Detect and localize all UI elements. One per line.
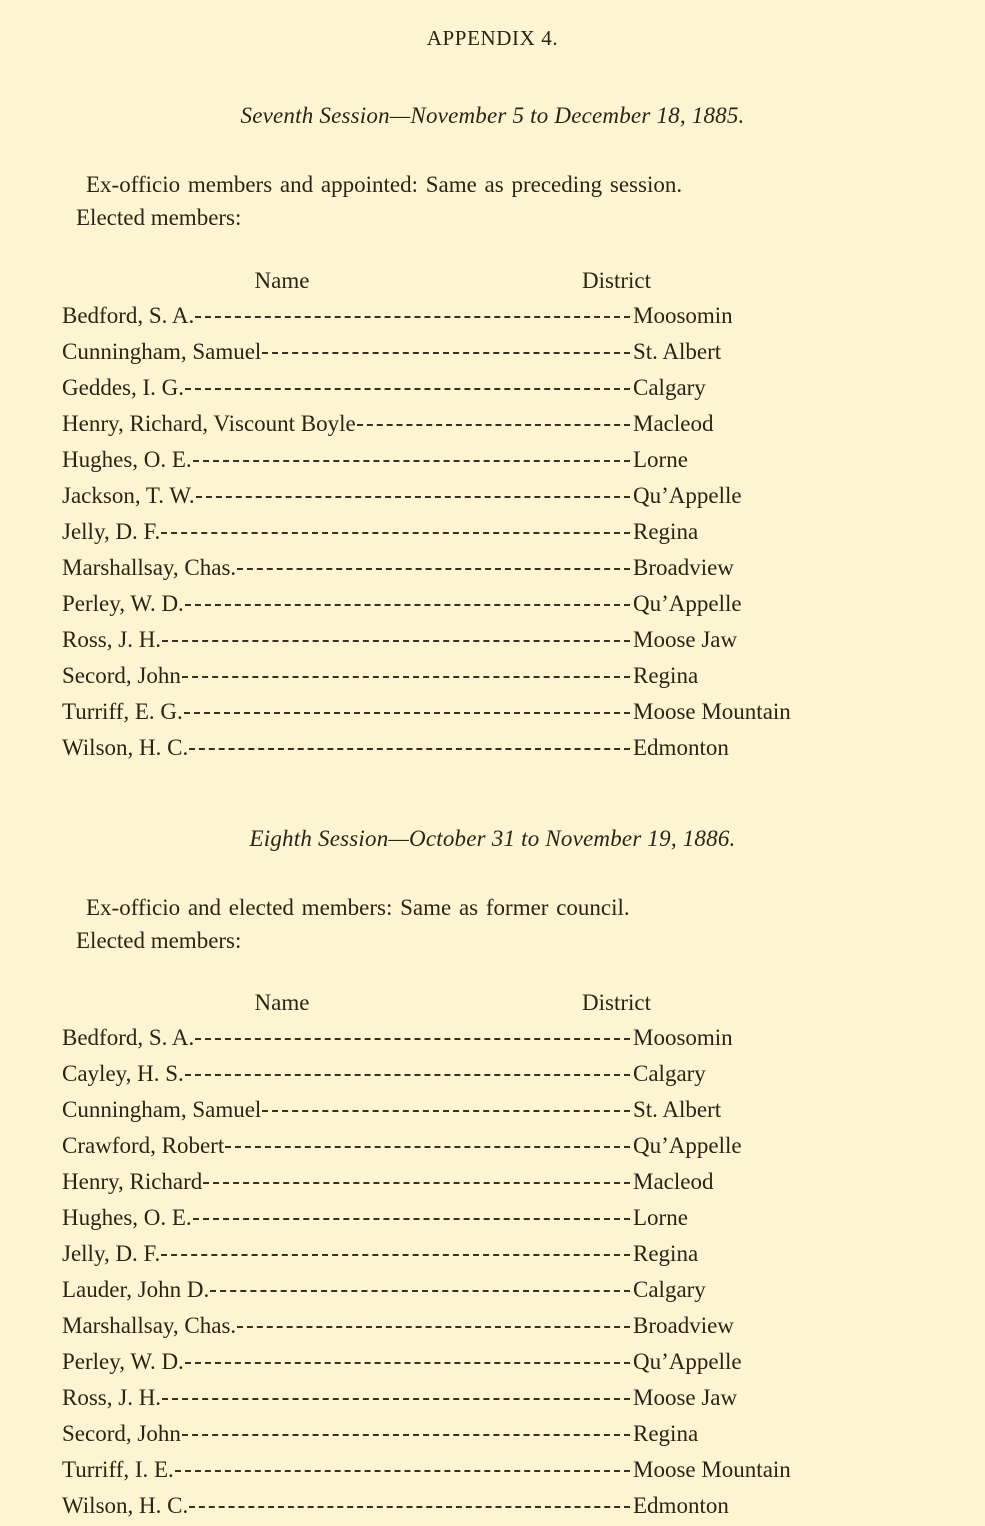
dot-leader (175, 1454, 630, 1477)
table-row (62, 444, 923, 480)
table-row (62, 336, 923, 372)
member-district: Qu’Appelle (633, 591, 742, 617)
member-district: Moose Jaw (633, 1384, 738, 1410)
member-district: Calgary (633, 1276, 706, 1302)
member-name: Geddes, I. G. (62, 375, 184, 401)
dot-leader (185, 1346, 630, 1369)
member-name: Hughes, O. E. (62, 1204, 192, 1230)
dot-leader (182, 660, 630, 683)
member-name: Ross, J. H. (62, 627, 162, 653)
member-name: Hughes, O. E. (62, 447, 192, 473)
member-district: Regina (633, 519, 699, 545)
dot-leader (262, 336, 630, 359)
table-row (62, 1202, 923, 1238)
dot-leader (161, 516, 630, 539)
member-district: Qu’Appelle (633, 1348, 742, 1374)
dot-leader (162, 1382, 630, 1405)
member-district: Regina (633, 1240, 699, 1266)
table-row (62, 660, 923, 696)
dot-leader (210, 1274, 630, 1297)
member-district: Moose Mountain (633, 699, 791, 725)
member-name: Secord, John (62, 1420, 181, 1446)
member-district: Moose Mountain (633, 1456, 791, 1482)
member-name: Turriff, I. E. (62, 1456, 174, 1482)
member-district: Lorne (633, 1204, 688, 1230)
table-row (62, 1382, 923, 1418)
member-name: Marshallsay, Chas. (62, 1312, 237, 1338)
column-header-district: District (582, 268, 651, 294)
member-name: Cayley, H. S. (62, 1060, 184, 1086)
member-name: Cunningham, Samuel (62, 339, 262, 365)
table-row (62, 624, 923, 660)
table-row (62, 1310, 923, 1346)
session-heading-eighth: Eighth Session—October 31 to November 19, 1886. (249, 826, 736, 852)
member-name: Bedford, S. A. (62, 303, 195, 329)
members-table-seventh (62, 268, 923, 768)
column-header-name: Name (254, 989, 310, 1015)
table-header (62, 268, 923, 294)
table-row (62, 1274, 923, 1310)
table-row (62, 1238, 923, 1274)
table-row (62, 480, 923, 516)
member-name: Perley, W. D. (62, 591, 184, 617)
dot-leader (203, 1166, 630, 1189)
member-name: Jelly, D. F. (62, 1240, 161, 1266)
member-district: Qu’Appelle (633, 1132, 742, 1158)
dot-leader (262, 1094, 630, 1117)
dot-leader (237, 1310, 630, 1333)
intro-line-2: Elected members: (76, 204, 242, 230)
member-district: Lorne (633, 447, 688, 473)
member-name: Marshallsay, Chas. (62, 555, 237, 581)
member-district: Moosomin (633, 1024, 733, 1050)
dot-leader (193, 1202, 630, 1225)
table-row (62, 1166, 923, 1202)
table-row (62, 732, 923, 768)
member-district: Edmonton (633, 1492, 729, 1518)
dot-leader (357, 408, 630, 431)
member-name: Henry, Richard (62, 1168, 203, 1194)
member-district: Calgary (633, 375, 706, 401)
member-district: Moose Jaw (633, 627, 738, 653)
intro-line-1: Ex-officio and elected members: Same as former council. (86, 895, 630, 921)
member-district: Edmonton (633, 735, 729, 761)
session-intro-eighth (62, 892, 923, 957)
dot-leader (185, 1058, 630, 1081)
member-name: Perley, W. D. (62, 1348, 184, 1374)
member-district: Broadview (633, 1312, 734, 1338)
intro-line-2: Elected members: (76, 927, 242, 953)
table-row (62, 552, 923, 588)
session-heading-seventh: Seventh Session—November 5 to December 18, 1885. (240, 103, 745, 128)
member-name: Crawford, Robert (62, 1132, 225, 1158)
dot-leader (185, 372, 630, 395)
table-row (62, 1058, 923, 1094)
member-name: Henry, Richard, Viscount Boyle (62, 411, 356, 437)
member-name: Jelly, D. F. (62, 519, 161, 545)
column-header-district: District (582, 989, 651, 1015)
dot-leader (195, 1022, 630, 1045)
member-name: Wilson, H. C. (62, 1492, 189, 1518)
member-district: Qu’Appelle (633, 483, 742, 509)
dot-leader (182, 1418, 630, 1441)
member-name: Lauder, John D. (62, 1276, 210, 1302)
table-row (62, 516, 923, 552)
table-row (62, 1130, 923, 1166)
table-row (62, 300, 923, 336)
member-district: Macleod (633, 1168, 714, 1194)
member-district: St. Albert (633, 1096, 722, 1122)
dot-leader (237, 552, 630, 575)
table-row (62, 696, 923, 732)
member-district: Moosomin (633, 303, 733, 329)
member-name: Ross, J. H. (62, 1384, 162, 1410)
dot-leader (189, 1490, 630, 1513)
member-district: Regina (633, 1420, 699, 1446)
member-district: Macleod (633, 411, 714, 437)
member-district: Calgary (633, 1060, 706, 1086)
table-row (62, 588, 923, 624)
member-name: Wilson, H. C. (62, 735, 189, 761)
member-name: Bedford, S. A. (62, 1024, 195, 1050)
session-intro-seventh (62, 169, 923, 234)
table-header (62, 990, 923, 1016)
dot-leader (162, 624, 630, 647)
dot-leader (195, 300, 630, 323)
column-header-name: Name (254, 268, 310, 294)
page-title: APPENDIX 4. (426, 26, 559, 50)
dot-leader (185, 588, 630, 611)
table-row (62, 408, 923, 444)
dot-leader (196, 480, 630, 503)
table-row (62, 1454, 923, 1490)
member-district: St. Albert (633, 339, 722, 365)
member-name: Cunningham, Samuel (62, 1096, 262, 1122)
member-district: Regina (633, 663, 699, 689)
dot-leader (184, 696, 630, 719)
members-table-eighth (62, 990, 923, 1526)
dot-leader (161, 1238, 630, 1261)
member-name: Turriff, E. G. (62, 699, 183, 725)
table-row (62, 1346, 923, 1382)
member-name: Secord, John (62, 663, 181, 689)
dot-leader (189, 732, 630, 755)
dot-leader (193, 444, 630, 467)
table-row (62, 372, 923, 408)
table-row (62, 1418, 923, 1454)
member-district: Broadview (633, 555, 734, 581)
member-name: Jackson, T. W. (62, 483, 195, 509)
table-row (62, 1022, 923, 1058)
dot-leader (225, 1130, 630, 1153)
table-row (62, 1094, 923, 1130)
intro-line-1: Ex-officio members and appointed: Same as preceding session. (86, 172, 683, 197)
table-row (62, 1490, 923, 1526)
